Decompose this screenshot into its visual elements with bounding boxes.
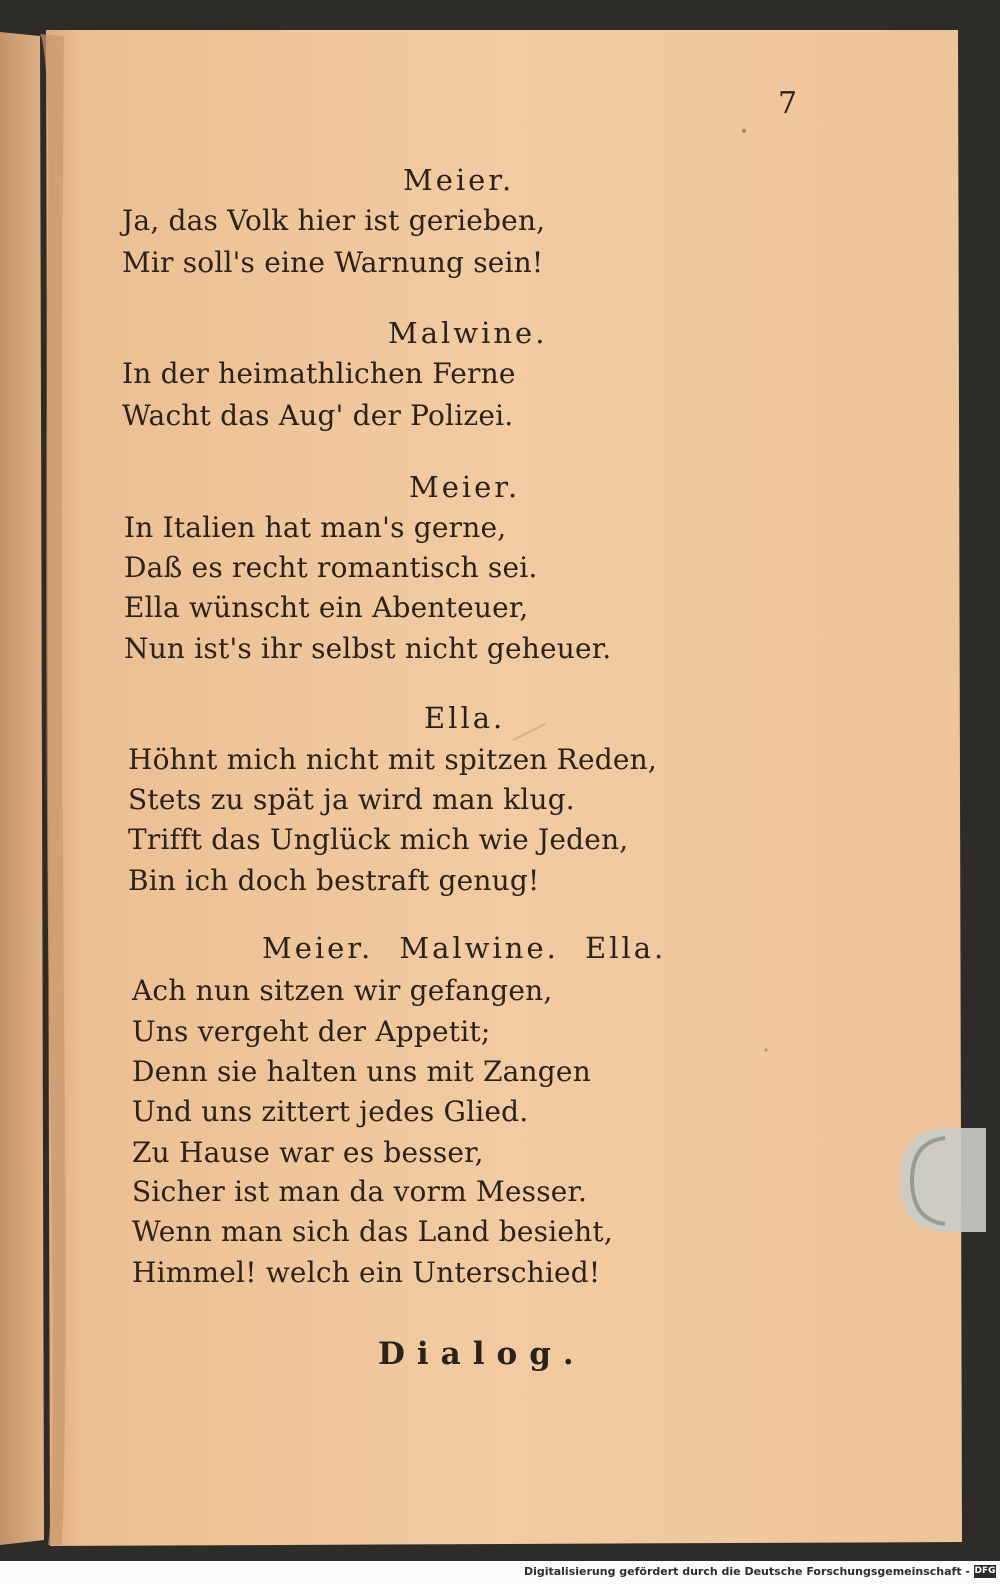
- verse-line: In Italien hat man's gerne,: [124, 511, 507, 544]
- verse-line: Ja, das Volk hier ist gerieben,: [122, 204, 546, 237]
- previous-page-edge: [0, 32, 44, 1545]
- speaker-name: Meier.: [403, 163, 515, 197]
- verse-line: Wenn man sich das Land besieht,: [132, 1215, 613, 1248]
- verse-line: Denn sie halten uns mit Zangen: [132, 1055, 591, 1088]
- speaker-name: Meier.: [409, 470, 521, 504]
- verse-line: Trifft das Unglück mich wie Jeden,: [128, 823, 629, 856]
- verse-line: Uns vergeht der Appetit;: [132, 1015, 491, 1048]
- footer-bar: [0, 1561, 1000, 1584]
- section-heading: Dialog.: [378, 1336, 586, 1372]
- speaker-name: Malwine.: [388, 316, 548, 350]
- verse-line: Nun ist's ihr selbst nicht geheuer.: [124, 632, 612, 665]
- verse-line: In der heimathlichen Ferne: [122, 357, 516, 390]
- verse-line: Und uns zittert jedes Glied.: [132, 1095, 529, 1128]
- verse-line: Daß es recht romantisch sei.: [124, 551, 538, 584]
- verse-line: Sicher ist man da vorm Messer.: [132, 1175, 588, 1208]
- verse-line: Zu Hause war es besser,: [132, 1136, 484, 1169]
- speaker-name: Ella.: [424, 701, 506, 735]
- verse-line: Himmel! welch ein Unterschied!: [132, 1256, 601, 1289]
- verse-line: Stets zu spät ja wird man klug.: [128, 783, 575, 816]
- verse-line: Ach nun sitzen wir gefangen,: [132, 974, 553, 1007]
- verse-line: Höhnt mich nicht mit spitzen Reden,: [128, 743, 657, 776]
- page-number: 7: [778, 86, 798, 121]
- dfg-logo-icon: DFG: [974, 1566, 996, 1576]
- funding-credit: Digitalisierung gefördert durch die Deutsche Forschungsgemeinschaft -: [523, 1565, 970, 1578]
- verse-line: Ella wünscht ein Abenteuer,: [124, 591, 529, 624]
- verse-line: Bin ich doch bestraft genug!: [128, 864, 540, 897]
- speaker-name: Meier. Malwine. Ella.: [262, 931, 667, 965]
- verse-line: Wacht das Aug' der Polizei.: [122, 399, 514, 432]
- verse-line: Mir soll's eine Warnung sein!: [122, 246, 544, 279]
